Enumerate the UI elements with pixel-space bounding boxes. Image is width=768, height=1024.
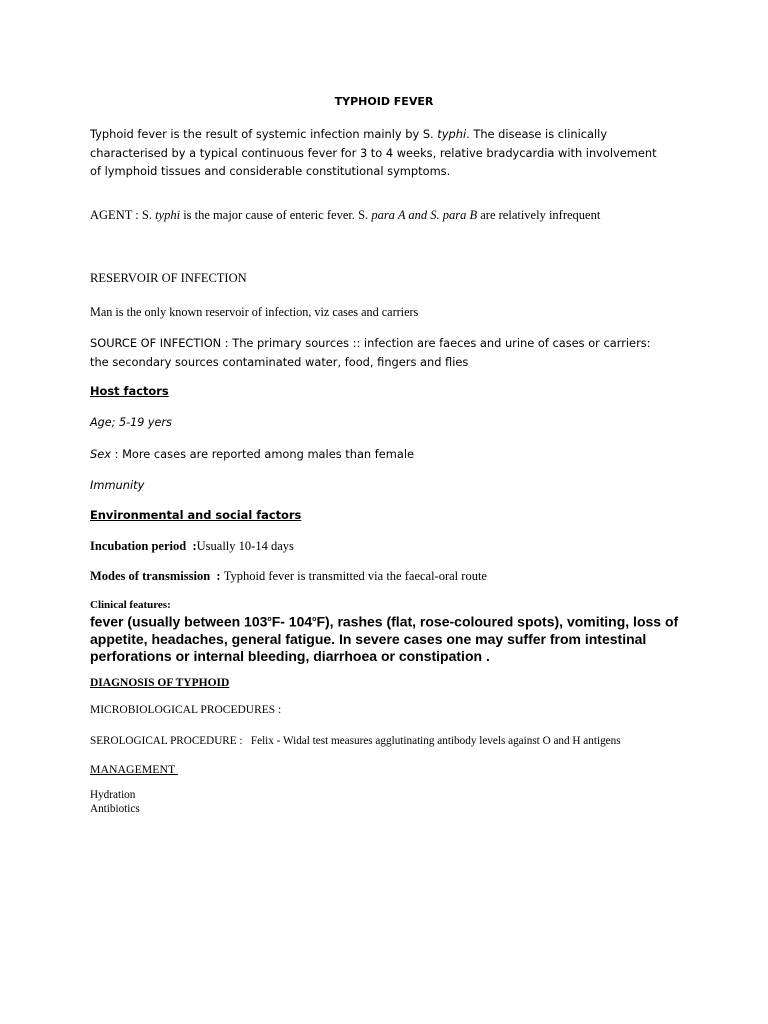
agent-italic-para: para A and S. para B <box>371 208 478 222</box>
host-factors-heading: Host factors <box>90 384 169 398</box>
document-title: TYPHOID FEVER <box>334 95 434 108</box>
management-item-hydration: Hydration <box>90 789 136 801</box>
microbiological-line: MICROBIOLOGICAL PROCEDURES : <box>90 704 282 716</box>
degree-mark-2: o <box>312 616 317 623</box>
source-paragraph: SOURCE OF INFECTION : The primary sources :: infection are faeces and urine of cases or carriers: the secondary sources contaminated water, food, fingers and flies <box>90 336 651 369</box>
clinical-features-text <box>90 611 680 665</box>
diagnosis-heading: DIAGNOSIS OF TYPHOID <box>90 677 230 689</box>
modes-label: Modes of transmission <box>90 569 211 583</box>
modes-colon: : <box>210 569 224 583</box>
intro-text-after: . The disease is clinically characterised by a typical continuous fever for 3 to 4 weeks, relative bradycardia with involvement of lymphoid tissues and considerable constitutional symptoms. <box>90 127 657 178</box>
agent-paragraph <box>90 208 680 223</box>
intro-paragraph <box>90 125 660 181</box>
clinical-part-1: fever (usually between 103 <box>90 613 268 630</box>
reservoir-heading: RESERVOIR OF INFECTION <box>90 271 247 285</box>
degree-mark-1: o <box>267 616 272 623</box>
sex-line <box>90 447 680 461</box>
incubation-label: Incubation period <box>90 539 187 553</box>
management-heading: MANAGEMENT <box>90 762 178 776</box>
management-item-antibiotics: Antibiotics <box>90 803 140 815</box>
clinical-part-2: F- 104 <box>271 613 313 630</box>
incubation-colon: : <box>186 539 197 553</box>
immunity-line: Immunity <box>90 478 145 492</box>
age-line: Age; 5-19 yers <box>90 416 172 429</box>
clinical-part-3: F), rashes (flat, rose-coloured spots), vomiting, loss of appetite, headaches, general fatigue. In severe cases one may suffer from intestinal perforations or internal bleeding, diarrhoea or constipation . <box>90 613 679 664</box>
agent-prefix: AGENT : S. <box>90 208 156 222</box>
incubation-line <box>90 539 680 554</box>
sex-text: : More cases are reported among males than female <box>110 447 415 461</box>
agent-italic-typhi: typhi <box>155 208 181 222</box>
clinical-features-label: Clinical features: <box>90 599 171 611</box>
reservoir-text: Man is the only known reservoir of infection, viz cases and carriers <box>90 305 419 319</box>
modes-line <box>90 569 680 584</box>
intro-text-before: Typhoid fever is the result of systemic infection mainly by S. <box>90 127 438 141</box>
intro-italic-typhi: typhi <box>437 127 467 141</box>
agent-after: are relatively infrequent <box>477 208 601 222</box>
environmental-heading: Environmental and social factors <box>90 508 302 522</box>
incubation-value: Usually 10-14 days <box>196 539 294 553</box>
serological-line: SEROLOGICAL PROCEDURE : Felix - Widal test measures agglutinating antibody levels against O and H antigens <box>90 735 621 747</box>
modes-value: Typhoid fever is transmitted via the faecal-oral route <box>223 569 487 583</box>
agent-middle: is the major cause of enteric fever. S. <box>180 208 372 222</box>
sex-label: Sex <box>90 447 111 461</box>
